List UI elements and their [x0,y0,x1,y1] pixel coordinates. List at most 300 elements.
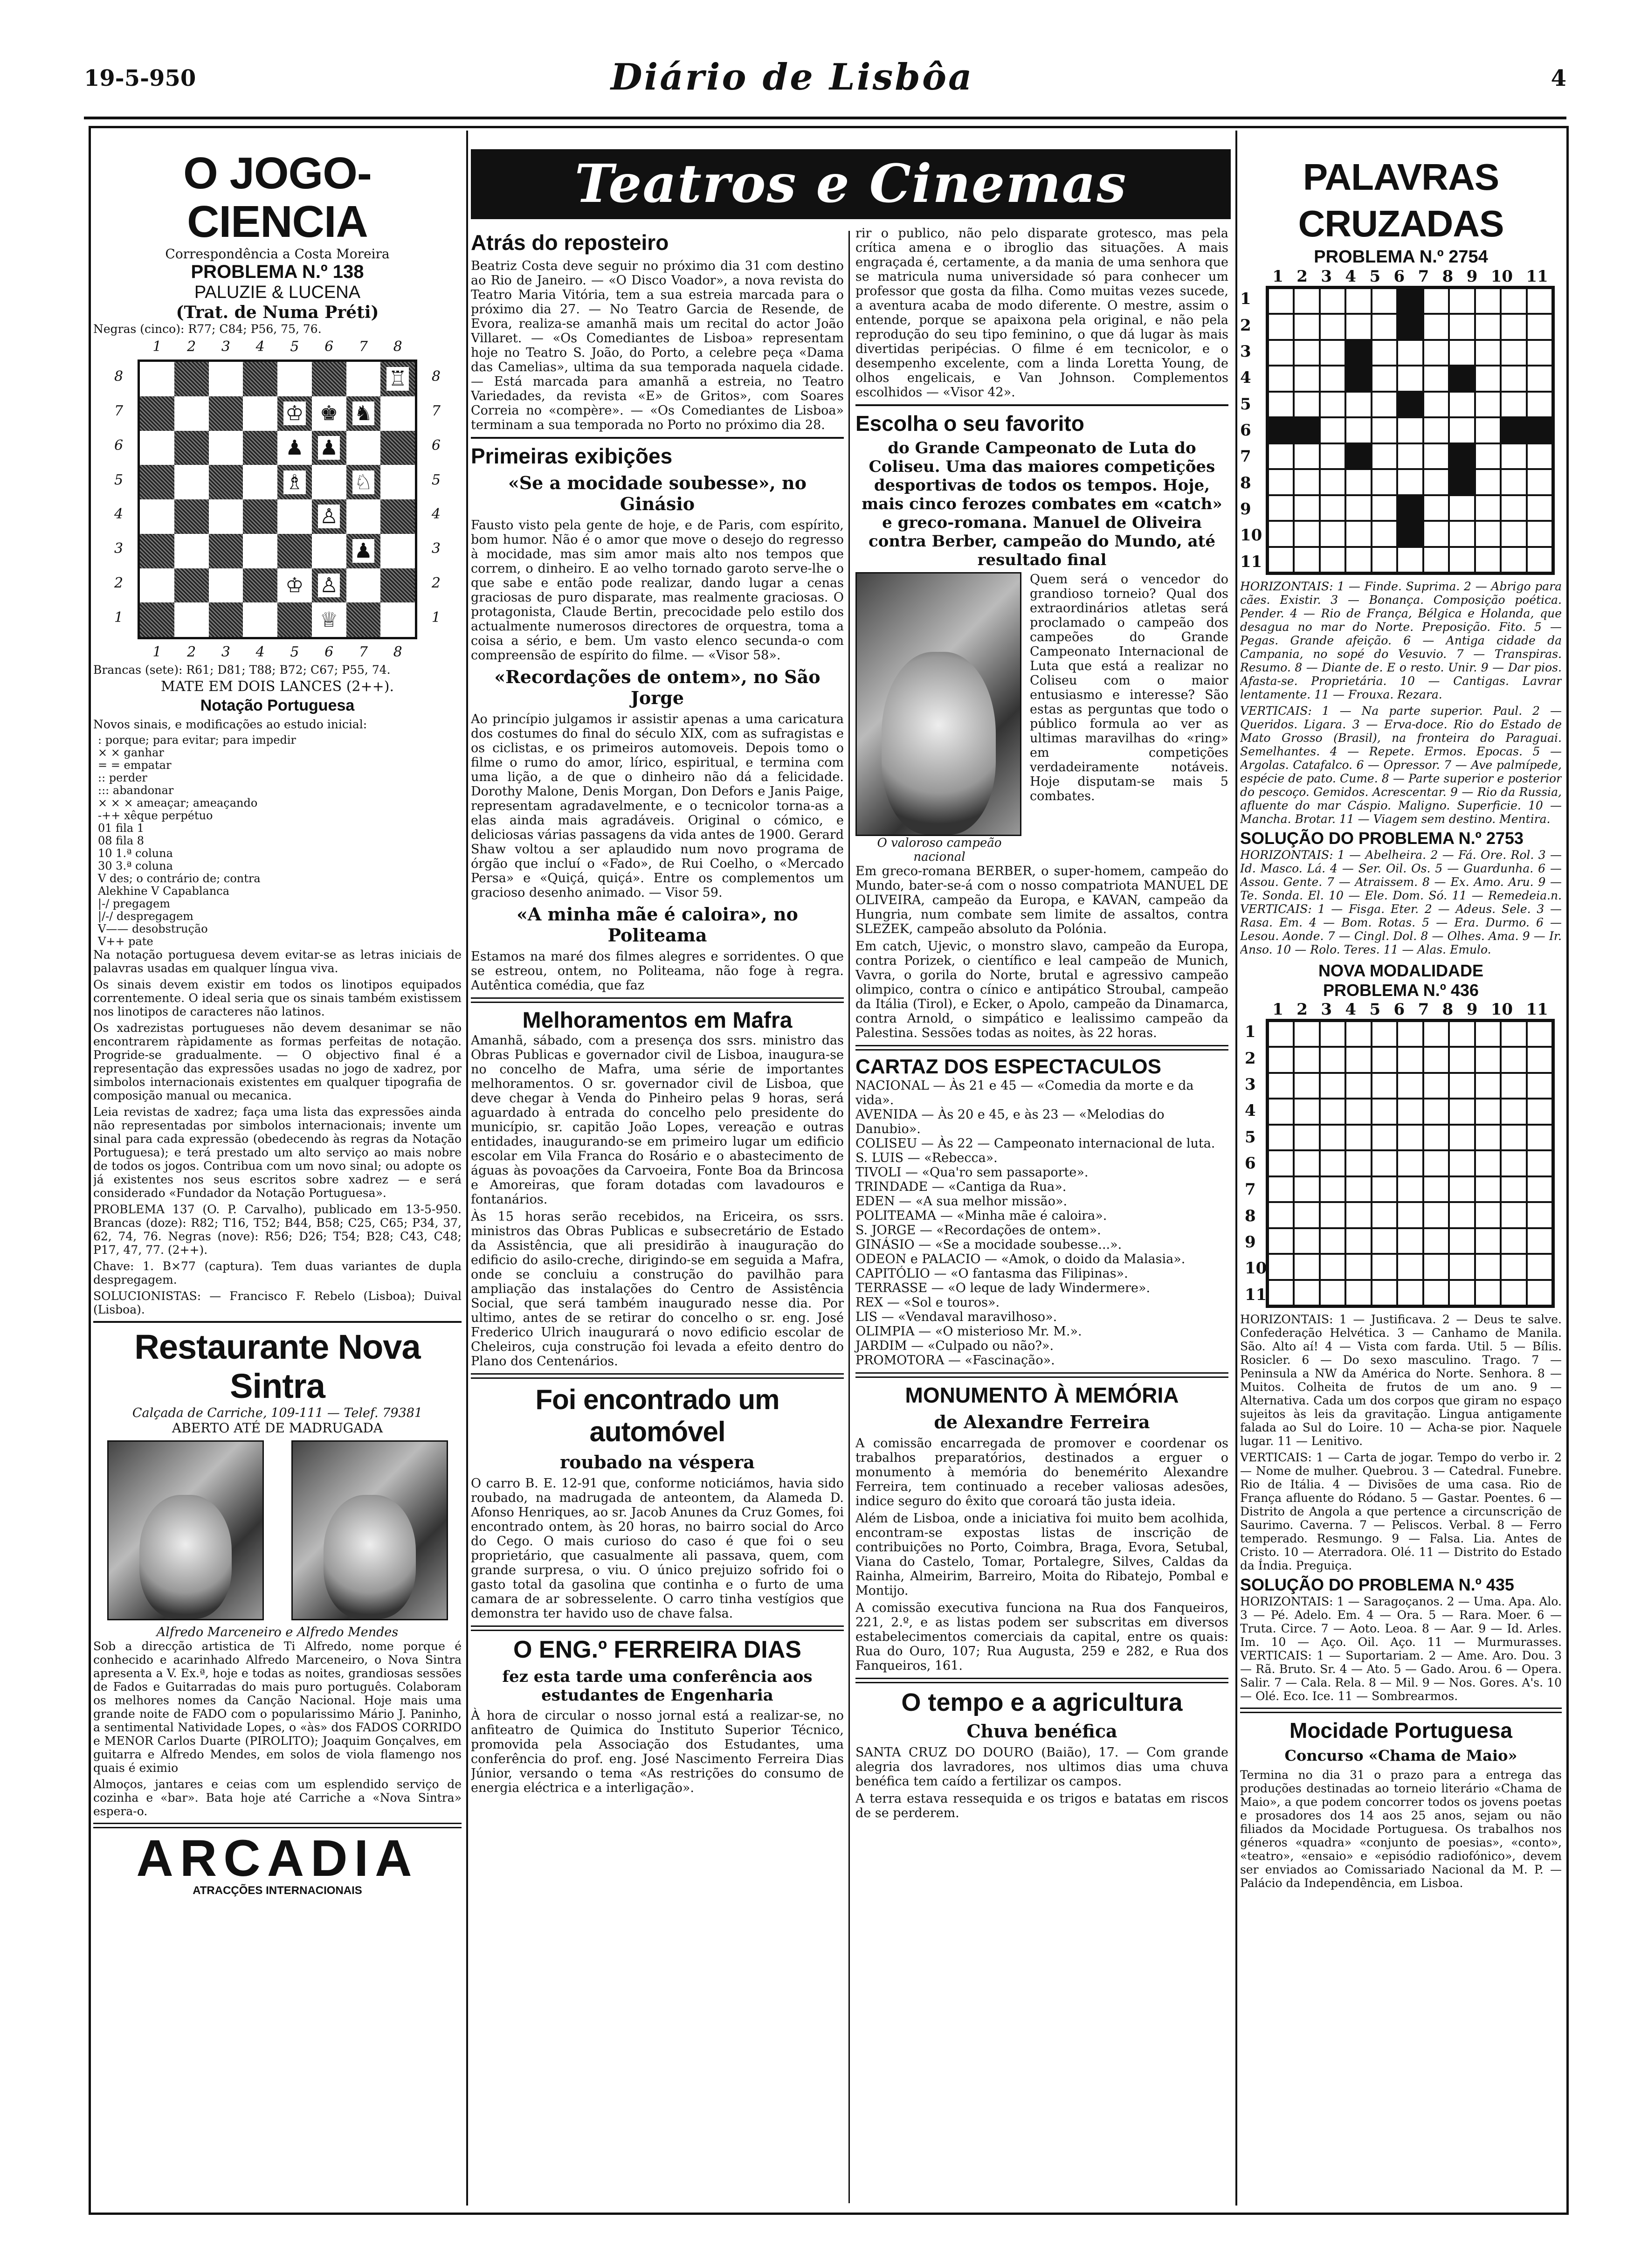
cartaz-item: ODEON e PALACIO — «Amok, o doido da Malasia». [855,1252,1186,1266]
mocidade-review: Fausto visto pela gente de hoje, e de Paris, com espírito, bom humor. Não é o amor que move o desejo do regresso à mocidade, mas sim amor mais alto nos tempos que correm, o dinheiro. E ao velho tornado garoto serve-lhe o que sabe e então pode realizar, dando lugar a cenas graciosas de puro disparate, mas realmente graciosas. O protagonista, Claude Bertin, precocidade pelo estilo dos actualmente numerosos directores de orquestra, toma a coisa a sério, e bem. Um vasto elenco secunda-o com compreensão de espírito do filme. — «Visor 58». [471,518,844,663]
crossword-cell [1527,547,1552,573]
crossword-cell [1372,443,1397,469]
crossword-cell [1268,1047,1294,1072]
crossword-number: 1 [1272,267,1283,286]
crossword-cell [1449,314,1475,339]
chess-mate: MATE EM DOIS LANCES (2++). [160,678,394,695]
crossword-cell [1320,521,1345,546]
crossword-number: 11 [1245,1285,1267,1304]
board-square [346,534,381,568]
board-square [243,602,277,637]
divider [93,1321,462,1323]
crossword-cell [1449,547,1475,573]
restaurant-name: Restaurante Nova Sintra [134,1328,421,1405]
notation-sign: ::: abandonar [98,784,174,797]
automovel-title: Foi encontrado um automóvel [535,1384,779,1447]
chess-piece: ♗ [283,470,305,494]
board-square [380,499,415,534]
crossword-number: 5 [1369,1000,1381,1019]
board-square [312,431,346,465]
crossword-cell [1397,1254,1423,1279]
crossword-cell [1527,443,1552,469]
board-square [380,534,415,568]
notation-sign: × × ganhar [98,746,164,759]
crossword-cell [1397,1047,1423,1072]
crossword-cell [1320,314,1345,339]
file-label: 2 [187,339,196,355]
crossword-cell [1372,314,1397,339]
file-label: 1 [152,339,162,355]
crossword-cell [1372,1150,1397,1176]
board-square [174,362,209,396]
crossword-cell [1397,1280,1423,1306]
crossword-number: 9 [1466,267,1478,286]
crossword-cell [1372,1228,1397,1254]
notation-sign: |/-/ despregagem [98,910,193,923]
crossword-cell [1345,1125,1371,1150]
divider [93,1823,462,1828]
nova-problem: PROBLEMA N.º 436 [1323,981,1479,1000]
notation-sign: V des; o contrário de; contra [98,872,261,885]
crossword-cell [1268,314,1294,339]
nova-horizontal-clues: HORIZONTAIS: 1 — Justificava. 2 — Deus te salve. Confederação Helvética. 3 — Canhamo de Manila. São. Alto aí! 4 — Vista com farda. Util. 5 — Bílis. Rosicler. 6 — Do sexo masculino. Trago. 7 — Peninsula a NW da América do Norte. Senhora. 8 — Muitos. Colheita de frutos de um ano. 9 — Alternativa. Cada um dos corpos que giram no espaço sujeitos às leis da gravitação. Lingua antigamente falada ao Sul do Loire. 10 — Acha-se pior. Naquele lugar. 11 — Lenitivo. [1240,1313,1562,1448]
crossword-number: 5 [1240,394,1251,414]
crossword-cell [1527,1280,1552,1306]
crossword-cell [1449,1202,1475,1228]
board-square [209,396,243,431]
crossword-cell [1294,469,1319,495]
chess-piece: ♔ [283,574,305,597]
rank-label: 5 [431,471,441,488]
crossword-number: 2 [1296,1000,1308,1019]
board-square [346,568,381,603]
rank-label: 8 [431,368,441,385]
crossword-cell [1268,547,1294,573]
crossword-cell [1294,366,1319,391]
file-label: 3 [221,644,230,660]
crossword-cell [1372,288,1397,314]
crossword-cell [1501,1176,1526,1202]
crossword-cell [1397,469,1423,495]
arcadia-name: ARCADIA [136,1830,419,1887]
photo-mendes [291,1440,448,1620]
cartaz-item: TIVOLI — «Qua'ro sem passaporte». [855,1165,1089,1180]
file-label: 4 [255,339,265,355]
crossword-cell [1320,1099,1345,1124]
monumento-text: Além de Lisboa, onde a iniciativa foi muito bem acolhida, encontram-se expostas listas de inscrição de contribuições no Porto, Coimbra, Braga, Evora, Setubal, Viana do Castelo, Tomar, Portalegre, Silves, Caldas da Rainha, Almeirim, Barreiro, Moita do Ribatejo, Pombal e Montijo. [855,1511,1228,1598]
rank-label: 1 [114,609,124,626]
board-square [209,602,243,637]
crossword-number: 8 [1442,1000,1454,1019]
crossword-cell [1475,1125,1501,1150]
notation-para: Os xadrezistas portugueses não devem desanimar se não encontrarem ràpidamente as formas perfeitas de notação. Progride-se gradualmente. — O objectivo final é a representação das expressões usadas no jogo de xadrez, por simbolos internacionais existentes em qualquer tipografia de composição manual ou mecanica. [93,1021,462,1102]
monumento-title: MONUMENTO À MEMÓRIA [905,1383,1179,1407]
cartaz-item: TERRASSE — «O leque de lady Windermere». [855,1281,1151,1295]
cartaz-item: AVENIDA — Às 20 e 45, e às 23 — «Melodias do Danubio». [855,1107,1165,1136]
board-square [380,568,415,603]
crossword-cell [1320,1021,1345,1047]
crossword-cell [1372,366,1397,391]
chess-blacks: Negras (cinco): R77; C84; P56, 75, 76. [93,322,322,336]
crossword-cell [1449,1021,1475,1047]
cartaz-item: GINÁSIO — «Se a mocidade soubesse...». [855,1238,1122,1252]
crossword-cell [1475,1099,1501,1124]
crossword-vertical-clues: VERTICAIS: 1 — Na parte superior. Paul. 2 — Queridos. Ligara. 3 — Erva-doce. Rio do Estado de Mato Grosso (Brasil), na fronteira do Paraguai. Semelhantes. 4 — Repete. Ermos. Epocas. 5 — Argolas. Catafalco. 6 — Opressor. 7 — Ave palmípede, espécie de pato. Cume. 8 — Parte superior e posterior do pescoço. Gemidos. Acrescentar. 9 — Rio da Russia, afluente do mar Cáspio. Maligno. Superficie. 10 — Mancha. Brotar. 11 — Viagem sem destino. Mentira. [1240,704,1562,826]
rank-label: 3 [431,540,441,557]
crossword-number: 10 [1240,526,1262,545]
crossword-heading: PALAVRAS CRUZADAS [1298,156,1504,244]
crossword-cell [1475,366,1501,391]
board-square [140,602,174,637]
board-square [380,431,415,465]
crossword-cell [1320,1176,1345,1202]
photo-marceneiro [107,1440,264,1620]
crossword-cell [1397,392,1423,417]
crossword-cell [1501,1202,1526,1228]
ferreira-text: À hora de circular o nosso jornal está a realizar-se, no anfiteatro de Quimica do Instituto Superior Técnico, promovida pela Associação dos Estudantes, uma conferência do prof. eng. José Nascimento Ferreira Dias Júnior, versando o tema «As restrições do consumo de energia eléctrica e a interligação». [471,1708,844,1795]
board-square [209,534,243,568]
crossword-cell [1372,1202,1397,1228]
column-divider [1235,131,1237,2206]
luta-headline: do Grande Campeonato de Luta do Coliseu. Uma das maiores competições desportivas de todos os tempos. Hoje, mais cinco ferozes combates em «catch» e greco-romana. Manuel de Oliveira contra Berber, campeão do Mundo, até resultado final [862,439,1222,569]
notation-sign: 08 fila 8 [98,834,145,847]
board-square [346,499,381,534]
crossword-cell [1527,1125,1552,1150]
crossword-cell [1527,1073,1552,1099]
crossword-number: 6 [1245,1154,1256,1173]
crossword-cell [1345,1202,1371,1228]
crossword-cell [1449,366,1475,391]
chess-piece: ♟ [283,436,305,460]
crossword-cell [1345,1176,1371,1202]
crossword-cell [1294,417,1319,443]
crossword-number: 2 [1296,267,1308,286]
crossword-row-numbers [1245,1019,1267,1308]
board-square [209,568,243,603]
crossword-row-numbers [1240,286,1262,575]
luta-text: Em catch, Ujevic, o monstro slavo, campeão da Europa, contra Porizek, o científico e leal campeão de Munich, Vavra, o gorila do Norte, brutal e agressivo campeão olimpico, contra o cínico e antipático Stroubal, campeão da Itália (Tirol), e Ecker, o Apolo, campeão da Dinamarca, contra Arnold, o simpático e lealissimo campeão da Palestina. Sessões todas as noites, às 22 horas. [855,939,1228,1040]
crossword-cell [1397,1021,1423,1047]
crossword-cell [1294,1254,1319,1279]
crossword-cell [1372,1254,1397,1279]
board-square [243,465,277,499]
crossword-cell [1423,547,1449,573]
crossword-cell [1501,340,1526,366]
notation-sign: 30 3.ª coluna [98,859,173,872]
crossword-number: 3 [1321,1000,1332,1019]
chess-piece: ♔ [283,401,305,425]
crossword-number: 4 [1345,267,1357,286]
crossword-cell [1527,314,1552,339]
crossword-number: 7 [1418,267,1429,286]
crossword-cell [1345,366,1371,391]
crossword-cell [1423,392,1449,417]
crossword-cell [1397,443,1423,469]
crossword-cell [1268,288,1294,314]
crossword-cell [1423,1021,1449,1047]
crossword-number: 6 [1393,267,1405,286]
chess-column [93,131,462,2210]
crossword-cell [1449,1073,1475,1099]
crossword-cell [1475,1202,1501,1228]
crossword-cell [1449,443,1475,469]
board-square [140,362,174,396]
crossword-cell [1449,1125,1475,1150]
board-square [346,431,381,465]
file-label: 6 [324,644,334,660]
crossword-cell [1475,288,1501,314]
crossword-cell [1320,469,1345,495]
cartaz-item: POLITEAMA — «Minha mãe é caloira». [855,1209,1107,1223]
divider [471,1373,844,1379]
crossword-cell [1268,1254,1294,1279]
crossword-cell [1501,288,1526,314]
crossword-cell [1294,1150,1319,1176]
board-square [209,499,243,534]
crossword-cell [1475,1047,1501,1072]
board-square [346,362,381,396]
board-square [174,534,209,568]
crossword-cell [1397,495,1423,521]
crossword-number: 7 [1240,447,1251,466]
crossword-cell [1397,547,1423,573]
cartaz-item: JARDIM — «Culpado ou não?». [855,1339,1054,1353]
crossword-cell [1423,1176,1449,1202]
crossword-cell [1294,314,1319,339]
board-square [277,499,312,534]
chess-heading: O JOGO-CIENCIA [183,148,372,247]
crossword-cell [1423,1099,1449,1124]
crossword-cell [1320,1150,1345,1176]
board-file-labels [140,644,415,660]
crossword-number: 6 [1240,421,1251,440]
board-square [346,396,381,431]
crossword-cell [1345,288,1371,314]
automovel-sub: roubado na véspera [560,1452,755,1473]
crossword-number: 4 [1345,1000,1357,1019]
crossword-cell [1449,1176,1475,1202]
crossword-cell [1501,1150,1526,1176]
crossword-cell [1423,1280,1449,1306]
crossword-cell [1320,340,1345,366]
crossword-cell [1527,340,1552,366]
crossword-cell [1294,547,1319,573]
board-square [243,431,277,465]
crossword-number: 11 [1240,552,1262,571]
rank-label: 6 [114,437,124,454]
chess-piece: ♚ [318,401,340,425]
rank-label: 4 [114,506,124,523]
divider [855,1678,1228,1683]
rank-label: 7 [431,403,441,420]
board-square [174,465,209,499]
crossword-cell [1268,1099,1294,1124]
crossword-cell [1527,469,1552,495]
crossword-number: 8 [1245,1206,1256,1225]
monumento-text: A comissão encarregada de promover e coordenar os trabalhos preparatórios, destinados a erguer o monumento à memória do benemérito Alexandre Ferreira, tem continuado a receber valiosas adesões, indice seguro do êxito que coroará tão justa ideia. [855,1436,1228,1508]
crossword-cell [1449,495,1475,521]
crossword-cell [1320,1202,1345,1228]
crossword-cell [1423,314,1449,339]
crossword-cell [1475,1228,1501,1254]
crossword-cell [1320,1280,1345,1306]
cartaz-title: CARTAZ DOS ESPECTACULOS [855,1055,1161,1078]
restaurant-hours: ABERTO ATÉ DE MADRUGADA [172,1420,383,1436]
crossword-cell [1397,1202,1423,1228]
crossword-cell [1268,340,1294,366]
crossword-cell [1268,1202,1294,1228]
crossword-problem: PROBLEMA N.º 2754 [1314,247,1488,267]
file-label: 7 [359,644,368,660]
crossword-cell [1397,366,1423,391]
file-label: 7 [359,339,368,355]
chess-correspondence: Correspondência a Costa Moreira [165,246,390,262]
board-square [312,396,346,431]
crossword-cell [1345,1073,1371,1099]
newspaper-title: Diário de Lisbôa [611,56,974,98]
chess-solvers: SOLUCIONISTAS: — Francisco F. Rebelo (Lisboa); Duival (Lisboa). [93,1289,462,1316]
crossword-cell [1501,1280,1526,1306]
recordacoes-review: Ao princípio julgamos ir assistir apenas a uma caricatura dos costumes do final do século XIX, com as sufragistas e os ciclistas, e os primeiros automoveis. Depois tomo o filme o rumo do amor, lírico, espiritual, e termina com uma lição, a de que o dinheiro não dá a felicidade. Dorothy Malone, Denis Morgan, Don Defors e Janis Paige, representam agradavelmente, e o tecnicolor torna-as a elas ainda mais agradáveis. Original o cómico, e deliciosas várias passagens da vida antes de 1900. Gerard Shaw voltou a ser aplaudido num novo programa de órgão que incluí o «Fado», de Rui Coelho, o «Mercado Persa» e «Quiçá, quiçá». Entre os complementos um gracioso desenho animado. — Visor 59. [471,712,844,900]
luta-text: Em greco-romana BERBER, o super-homem, campeão do Mundo, bater-se-á com o nosso compatriota MANUEL DE OLIVEIRA, campeão da Europa, e KAVAN, campeão da Hungria, num combate sem limite de assaltos, contra SLEZEK, campeão absoluto da Polónia. [855,864,1228,936]
crossword-cell [1397,1073,1423,1099]
board-square [174,396,209,431]
cartaz-item: NACIONAL — Às 21 e 45 — «Comedia da morte e da vida». [855,1079,1194,1107]
crossword-cell [1449,1254,1475,1279]
crossword-cell [1320,392,1345,417]
rank-label: 6 [431,437,441,454]
crossword-cell [1527,366,1552,391]
crossword-cell [1475,1254,1501,1279]
crossword-cell [1475,1150,1501,1176]
chess-piece: ♞ [352,401,374,425]
crossword-number: 8 [1442,267,1454,286]
crossword-cell [1501,547,1526,573]
crossword-cell [1527,1254,1552,1279]
crossword-cell [1294,1073,1319,1099]
crossword-number: 3 [1245,1075,1256,1094]
crossword-cell [1372,469,1397,495]
file-label: 8 [393,339,402,355]
crossword-cell [1501,469,1526,495]
reposteiro-text: Beatriz Costa deve seguir no próximo dia 31 com destino ao Rio de Janeiro. — «O Disco Voador», a nova revista do Teatro Maria Vitória, tem a sua estreia marcada para o próximo dia 27. — No Teatro Garcia de Resende, de Evora, realiza-se amanhã mais um recital do actor João Villaret. — «Os Comediantes de Lisboa» representam hoje no Teatro S. João, do Porto, a celebre peça «Dama das Camelias», ultima da sua temporada naquela cidade. — Está marcada para amanhã a estreia, no Teatro Variedades, da revista «E» de Gritos», com Soares Correia no «compère». — «Os Comediantes de Lisboa» terminam a sua temporada no Porto no próximo dia 28. [471,259,844,432]
divider [855,404,1228,406]
crossword-cell [1423,521,1449,546]
notation-sign: V—— desobstrução [98,922,208,935]
theatre-column [471,131,1231,2210]
primeiras-title: Primeiras exibições [471,444,673,468]
restaurant-text: Sob a direcção artistica de Ti Alfredo, nome porque é conhecido e acarinhado Alfredo Marceneiro, o Nova Sintra apresenta a V. Ex.ª, hoje e todas as noites, grandiosas sessões de Fados e Guitarradas do mais puro português. Colaboram os melhores nomes da Canção Nacional. Hoje mais uma grande noite de FADO com o popularissimo Mário J. Paninho, a sentimental Natividade Lopes, o «às» dos FADOS CORRIDO e MENOR Carlos Duarte (PIROLITO); Joaquim Gonçalves, em guitarra e Alfredo Mendes, em solos de viola flamengo nos quais é eximio [93,1639,462,1775]
monumento-text: A comissão executiva funciona na Rua dos Fanqueiros, 221, 2.º, e as listas podem ser subscritas em diversos estabelecimentos comerciais da capital, entre os quais: Rua do Ouro, 107; Rua Augusta, 259 e 282, e Rua dos Fanqueiros, 161. [855,1601,1228,1673]
luta-photo-caption: O valoroso campeão nacional [877,836,1002,864]
crossword-cell [1423,1047,1449,1072]
board-square [209,465,243,499]
crossword-cell [1294,1047,1319,1072]
crossword-number: 5 [1245,1127,1256,1147]
crossword-cell [1527,1021,1552,1047]
board-rank-labels [432,360,441,635]
board-square [312,465,346,499]
crossword-cell [1423,1254,1449,1279]
rank-label: 4 [431,506,441,523]
board-square [277,568,312,603]
crossword-cell [1423,1228,1449,1254]
nova-vertical-clues: VERTICAIS: 1 — Carta de jogar. Tempo do verbo ir. 2 — Nome de mulher. Quebrou. 3 — Catedral. Funebre. Rio de Itália. 4 — Divisões de uma casa. Rio de França afluente do Ródano. 5 — Gastar. Poentes. 6 — Distrito de Angola a que pertence a circunscrição de Saurimo. Caverna. 7 — Peliscos. Verbal. 8 — Ferro temperado. Resmungo. 9 — Falsa. Lia. Antes de Cristo. 10 — Aterradora. Olé. 11 — Distrito do Estado da Índia. Preguiça. [1240,1451,1562,1572]
board-square [277,602,312,637]
cartaz-item: S. JORGE — «Recordações de ontem». [855,1223,1101,1238]
crossword-cell [1449,417,1475,443]
board-square [140,465,174,499]
crossword-cell [1345,417,1371,443]
chess-piece: ♖ [386,367,408,391]
rank-label: 8 [114,368,124,385]
crossword-cell [1320,417,1345,443]
crossword-cell [1449,340,1475,366]
crossword-cell [1397,314,1423,339]
cartaz-item: REX — «Sol e touros». [855,1295,1000,1310]
crossword-cell [1372,1176,1397,1202]
notation-intro: Novos sinais, e modificações ao estudo inicial: [93,718,367,731]
notation-sign: = = empatar [98,759,172,772]
crossword-cell [1268,366,1294,391]
chess-problem-number: PROBLEMA N.º 138 [191,262,364,282]
crossword-cell [1345,469,1371,495]
crossword-cell [1449,1047,1475,1072]
crossword-cell [1372,1280,1397,1306]
crossword-cell [1501,1073,1526,1099]
crossword-number: 2 [1240,316,1251,335]
crossword-cell [1449,288,1475,314]
board-square [209,431,243,465]
crossword-horizontal-clues: HORIZONTAIS: 1 — Finde. Suprima. 2 — Abrigo para cães. Existir. 3 — Bonança. Composição poética. Pender. 4 — Rio de França, Bélgica e Holanda, que desagua no mar do Norte. Preposição. Fito. 5 — Pegas. Grande afeição. 6 — Antiga cidade da Campania, no sopé do Vesuvio. 7 — Transpiras. Resumo. 8 — Diante de. E o resto. Unir. 9 — Dar pios. Afasta-se. Proprietária. 10 — Cantigas. Lavrar lentamente. 11 — Frouxa. Rezara. [1240,580,1562,701]
masthead [84,56,1566,107]
crossword-cell [1423,288,1449,314]
cartaz-item: OLIMPIA — «O misterioso Mr. M.». [855,1324,1082,1339]
rank-label: 2 [431,574,441,591]
crossword-number: 5 [1369,267,1381,286]
board-square [243,362,277,396]
mafra-text: Às 15 horas serão recebidos, na Ericeira, os ssrs. ministros das Obras Publicas e subsecretário de Estado da Assistência, que ali presidirão à inauguração do edificio do asilo-creche, dirigindo-se em seguida a Mafra, onde se concluiu a construção do pavilhão para ampliação das instalações do Centro de Assistência Social, que será também inaugurado nesse dia. Por ultimo, antes de se retirar do concelho o sr. eng. José Frederico Ulrich inaugurará o novo edificio escolar de Cheleiros, cuja construção foi levada a efeito dentro do Plano dos Centenários. [471,1210,844,1369]
solution-435: HORIZONTAIS: 1 — Saragoçanos. 2 — Uma. Apa. Alo. 3 — Pé. Adelo. Em. 4 — Ora. 5 — Rara. Moer. 6 — Truta. Circe. 7 — Aoto. Leoa. 8 — Aar. 9 — Id. Arles. Im. 10 — Aço. Oil. Aço. 11 — Murmurasses. VERTICAIS: 1 — Suportariam. 2 — Ame. Aro. Dou. 3 — Rã. Bruto. Sr. 4 — Ato. 5 — Gado. Arou. 6 — Opera. Salir. 7 — Cala. Rela. 8 — Mil. 9 — Nos. Gores. A's. 10 — Olé. Eco. Ice. 11 — Sombrearmos. [1240,1595,1562,1703]
ferreira-title: O ENG.º FERREIRA DIAS [513,1636,801,1663]
notation-para: Na notação portuguesa devem evitar-se as letras iniciais de palavras usadas em qualquer língua viva. [93,948,462,975]
issue-date: 19-5-950 [84,65,196,91]
crossword-cell [1397,1099,1423,1124]
crossword-cell [1449,1150,1475,1176]
board-square [346,602,381,637]
crossword-number: 4 [1245,1101,1256,1120]
crossword-cell [1475,392,1501,417]
rank-label: 1 [431,609,441,626]
crossword-cell [1372,547,1397,573]
crossword-number: 8 [1240,473,1251,492]
chess-piece: ♟ [352,539,374,563]
mafra-title: Melhoramentos em Mafra [522,1008,793,1033]
crossword-number: 6 [1393,1000,1405,1019]
board-square [346,465,381,499]
crossword-number: 2 [1245,1049,1256,1068]
crossword-cell [1501,392,1526,417]
file-label: 5 [290,339,299,355]
crossword-cell [1501,314,1526,339]
crossword-number: 1 [1240,290,1251,309]
crossword-cell [1294,1021,1319,1047]
crossword-grid-436 [1266,1019,1555,1308]
rank-label: 5 [114,471,124,488]
mp-text: Termina no dia 31 o prazo para a entrega das produções destinadas ao torneio literário «Chama de Maio», a que podem concorrer todos os jovens poetas e prosadores dos 14 aos 25 anos, sejam ou não filiados da Mocidade Portuguesa. Os trabalhos nos géneros «quadra» «conjunto de poesias», «conto», «teatro», «ensaio» e «episódio radiofónico», devem ser enviados ao Comissariado Nacional da M. P. — Palácio da Independência, em Lisboa. [1240,1768,1562,1890]
crossword-cell [1475,1021,1501,1047]
crossword-cell [1268,521,1294,546]
